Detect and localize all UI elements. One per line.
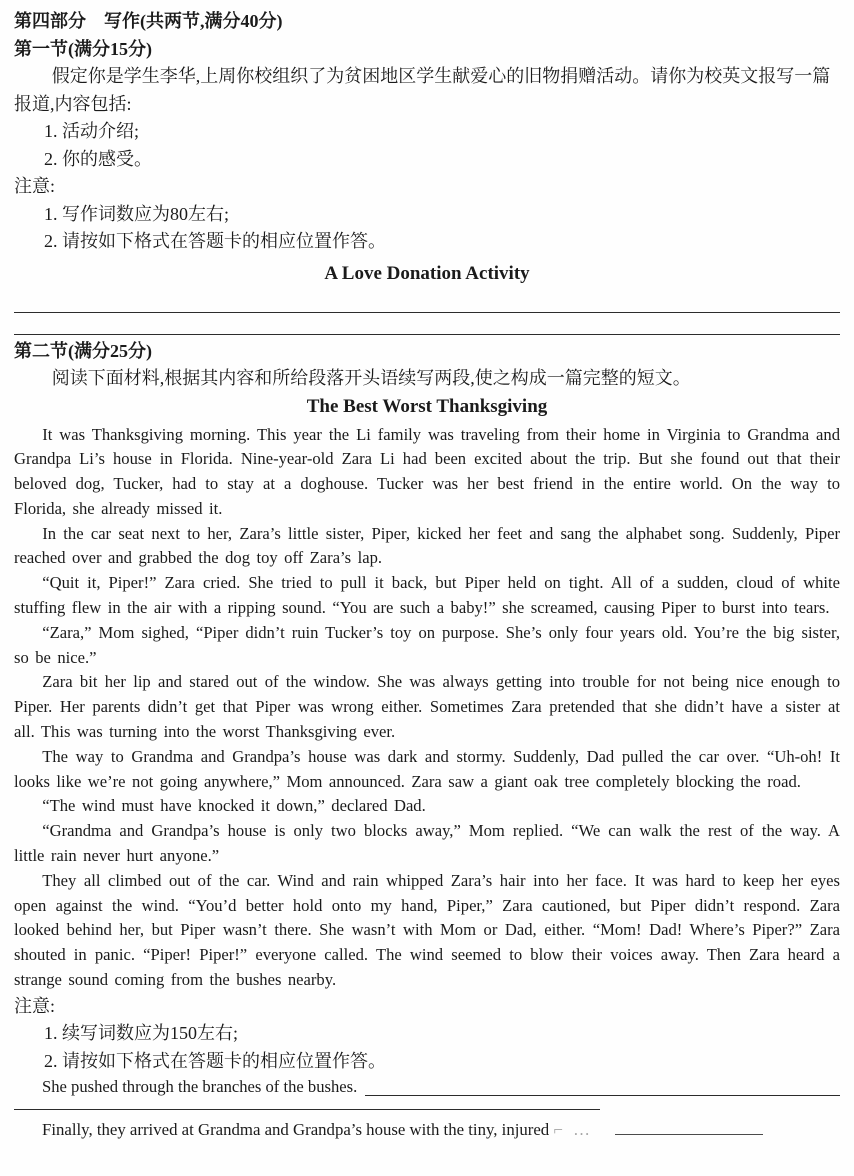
story-title: The Best Worst Thanksgiving xyxy=(306,395,548,417)
story-paragraph-5: Zara bit her lip and stared out of the window. She was always getting into trouble for not being nice enough to Piper. Her parents didn’t get that Piper was wrong either. Sometimes Zara pretended that she didn’t have a sister at all. This was turning into the worst Thanksgiving ever. xyxy=(14,672,840,742)
continuation-lead-1: She pushed through the branches of the bushes. xyxy=(42,1077,358,1097)
story-paragraph-1: It was Thanksgiving morning. This year the Li family was traveling from their home in Virginia to Grandma and Grandpa Li’s house in Florida. Nine-year-old Zara Li had been excited about the trip. But she found out that their beloved dog, Tucker, had to stay at a doghouse. Tucker was her best friend in the entire world. On the way to Florida, she already missed it. xyxy=(14,424,840,518)
story-body xyxy=(14,423,840,993)
continuation-lead-2: Finally, they arrived at Grandma and Grandpa’s house with the tiny, injured xyxy=(42,1120,550,1140)
faded-fragment: ⌐ … xyxy=(553,1120,593,1140)
story-paragraph-3: “Quit it, Piper!” Zara cried. She tried to pull it back, but Piper held on tight. All of a sudden, cloud of white stuffing flew in the air with a ripping sound. “You are such a baby!” she screamed, causing Piper to burst into tears. xyxy=(14,573,840,618)
continuation-lead-1-row xyxy=(14,1075,840,1100)
section1-intro: 假定你是学生李华,上周你校组织了为贫困地区学生献爱心的旧物捐赠活动。请你为校英文报写一篇报道,内容包括: xyxy=(14,66,831,114)
story-paragraph-2: In the car seat next to her, Zara’s little sister, Piper, kicked her feet and sang the alphabet song. Suddenly, Piper reached over and grabbed the dog toy off Zara’s lap. xyxy=(14,523,840,568)
section2-note-2: 2. 请按如下格式在答题卡的相应位置作答。 xyxy=(44,1050,386,1071)
section1-note-1: 1. 写作词数应为80左右; xyxy=(44,203,230,224)
section1-point-1: 1. 活动介绍; xyxy=(44,121,140,141)
answer-line-1 xyxy=(14,312,840,313)
section1-note-2: 2. 请按如下格式在答题卡的相应位置作答。 xyxy=(44,231,386,251)
story-paragraph-6: The way to Grandma and Grandpa’s house was dark and stormy. Suddenly, Dad pulled the car over. “Uh-oh! It looks like we’re not going anywhere,” Mom announced. Zara saw a giant oak tree completely blocking the road. xyxy=(14,746,840,791)
section1-essay-title: A Love Donation Activity xyxy=(324,262,530,284)
section2-notice-label: 注意: xyxy=(14,995,56,1016)
section1-point-2: 2. 你的感受。 xyxy=(44,148,152,169)
story-paragraph-9: They all climbed out of the car. Wind and rain whipped Zara’s hair into her face. It was hard to keep her eyes open against the wind. “You’d better hold onto my hand, Piper,” Zara cautioned, but Piper didn’t respond. Zara looked behind her, but Piper wasn’t there. She wasn’t with Mom or Dad, either. “Mom! Dad! Where’s Piper?” Zara shouted in panic. “Piper! Piper!” everyone called. The wind seemed to blow their voices away. Then Zara heard a strange sound coming from the bushes nearby. xyxy=(14,870,840,990)
answer-line-2 xyxy=(14,334,840,335)
story-paragraph-8: “Grandma and Grandpa’s house is only two blocks away,” Mom replied. “We can walk the rest of the way. A little rain never hurt anyone.” xyxy=(14,821,840,866)
section1-title: 第一节(满分15分) xyxy=(14,38,152,59)
section2-instruction: 阅读下面材料,根据其内容和所给段落开头语续写两段,使之构成一篇完整的短文。 xyxy=(51,368,691,388)
section1-notice-label: 注意: xyxy=(14,176,56,196)
continuation-lead-2-row xyxy=(14,1117,840,1142)
story-paragraph-7: “The wind must have knocked it down,” declared Dad. xyxy=(42,796,426,816)
story-paragraph-4: “Zara,” Mom sighed, “Piper didn’t ruin Tucker’s toy on purpose. She’s only four years old. You’re the big sister, so be nice.” xyxy=(14,622,840,667)
section2-note-1: 1. 续写词数应为150左右; xyxy=(44,1023,239,1044)
answer-line-4 xyxy=(14,1109,600,1110)
part-header: 第四部分 写作(共两节,满分40分) xyxy=(14,11,283,31)
answer-line-3 xyxy=(365,1094,840,1096)
section2-title: 第二节(满分25分) xyxy=(14,340,152,361)
answer-line-5 xyxy=(615,1133,763,1135)
